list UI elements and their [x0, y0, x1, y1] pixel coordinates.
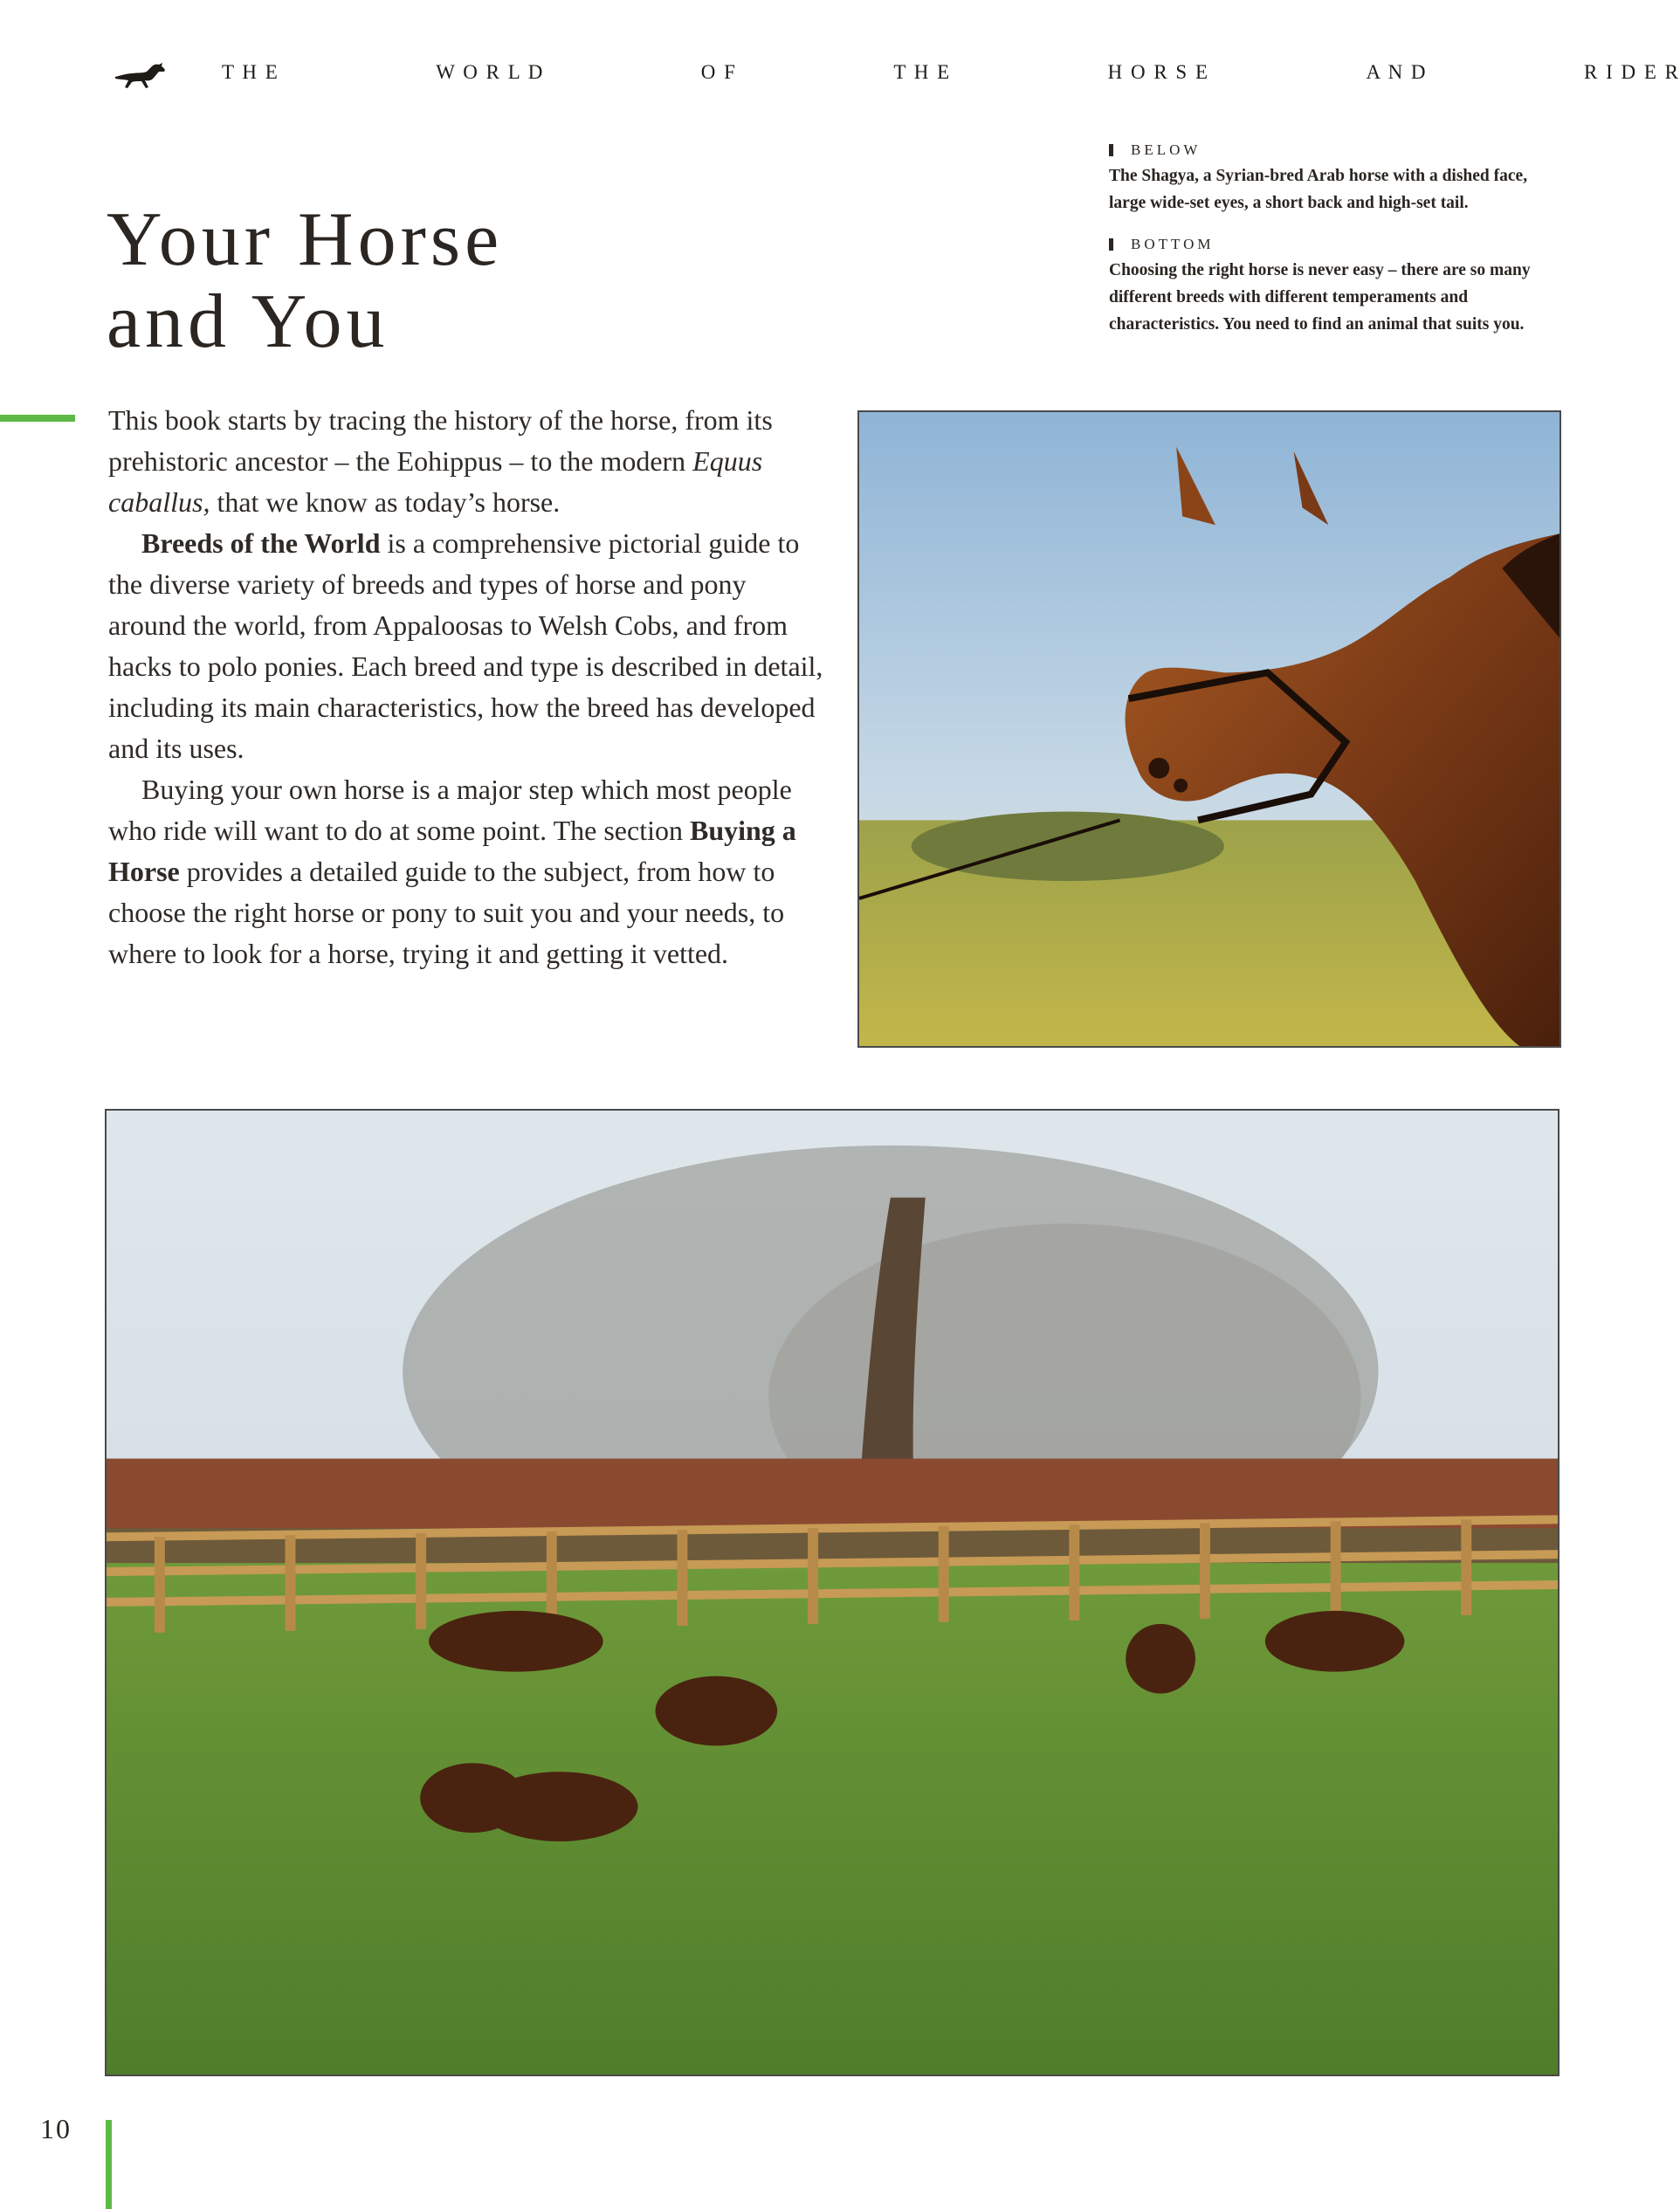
running-title-word: H O R S E — [1107, 61, 1210, 83]
running-title-word: O F — [700, 61, 737, 83]
caption-text: Choosing the right horse is never easy – there are so many different breeds with different temperaments and characteristics. You need to find an animal that suits you. — [1109, 261, 1531, 334]
caption-label-text: BELOW — [1131, 141, 1201, 158]
caption-bar-icon — [1109, 144, 1113, 156]
caption-text: The Shagya, a Syrian-bred Arab horse with a dished face, large wide-set eyes, a short back and high-set tail. — [1109, 167, 1528, 212]
paddock-photo — [105, 1109, 1560, 2076]
running-title-word: W O R L D — [436, 61, 545, 83]
galloping-horse-icon — [114, 61, 168, 91]
text-run: provides a detailed guide to the subject, from how to choose the right horse or pony to suit you and your needs, to where to look for a horse, trying it and getting it vetted. — [108, 856, 785, 969]
running-head — [114, 54, 1680, 98]
body-text — [108, 400, 824, 974]
text-run: This book starts by tracing the history of the horse, from its prehistoric ancestor – the Eohippus – to the modern — [108, 404, 773, 477]
bold-text: Breeds of the World — [141, 527, 381, 559]
running-title-word: A N D — [1366, 61, 1428, 83]
page-number: 10 — [40, 2113, 72, 2144]
page-title-line: and You — [107, 279, 389, 364]
caption-label — [1109, 232, 1546, 257]
page-title-line: Your Horse — [107, 197, 504, 282]
caption-bar-icon — [1109, 238, 1113, 251]
horse-portrait-photo — [857, 410, 1561, 1048]
running-title — [222, 61, 1680, 84]
running-title-word: R I D E R — [1584, 61, 1680, 83]
body-paragraph — [108, 769, 824, 974]
paddock-image — [107, 1111, 1558, 2075]
horse-portrait-image — [859, 412, 1560, 1046]
italic-text: Equus caballus, — [108, 445, 763, 518]
green-footer-bar — [106, 2120, 112, 2209]
text-run: that we know as today’s horse. — [210, 486, 561, 518]
caption-below — [1109, 138, 1546, 217]
text-run: is a comprehensive pictorial guide to the diverse variety of breeds and types of horse and pony around the world, from Appaloosas to Welsh Cobs, and from hacks to polo ponies. Each breed and type is described in detail, including its main characteristics, how the breed has developed and its uses. — [108, 527, 823, 764]
caption-label-text: BOTTOM — [1131, 236, 1215, 252]
running-title-word: T H E — [893, 61, 952, 83]
caption-label — [1109, 138, 1546, 162]
captions — [1109, 138, 1546, 354]
caption-bottom — [1109, 232, 1546, 338]
bold-text: Buying a Horse — [108, 815, 796, 887]
text-run: Buying your own horse is a major step which most people who ride will want to do at some point. The section — [108, 774, 792, 846]
body-paragraph — [108, 400, 824, 523]
body-paragraph — [108, 523, 824, 769]
green-margin-tick — [0, 415, 75, 422]
running-title-word: T H E — [222, 61, 279, 83]
page-title — [107, 199, 503, 363]
